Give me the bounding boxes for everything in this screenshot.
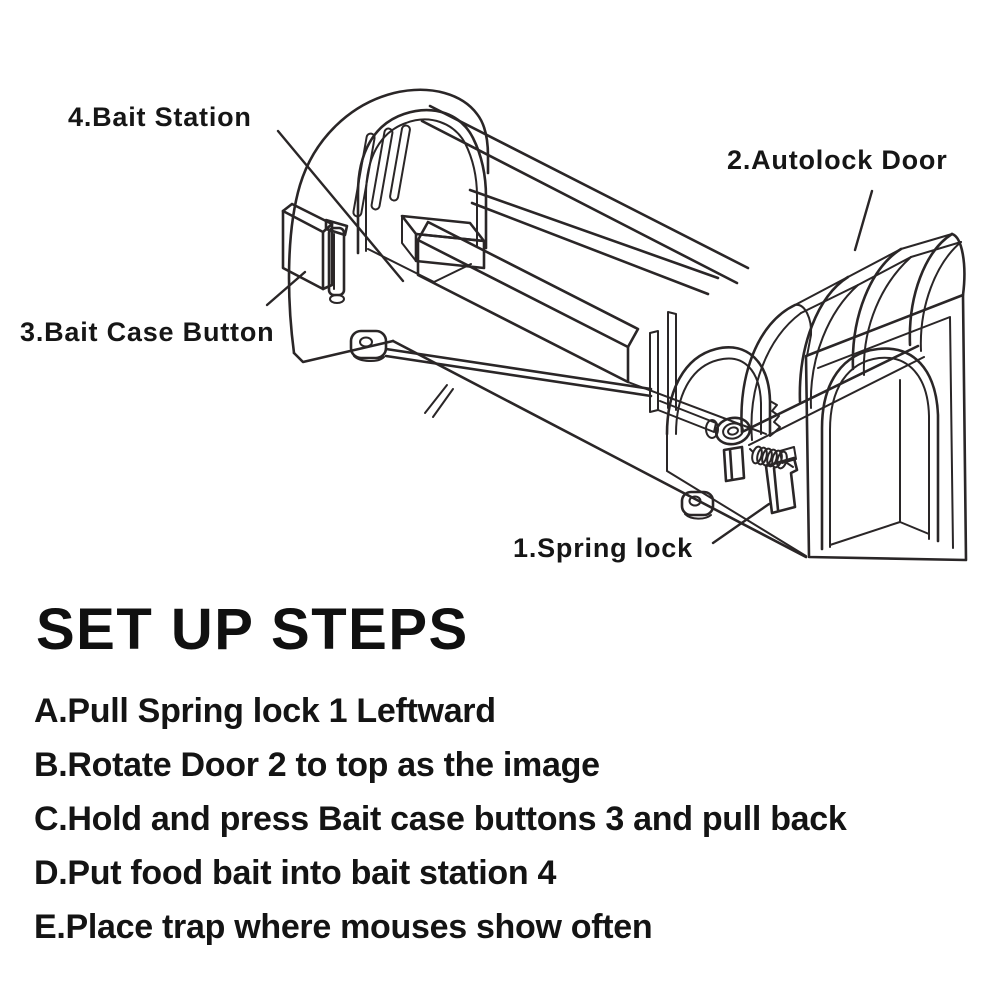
setup-heading: SET UP STEPS [36,597,469,662]
setup-step-c: C.Hold and press Bait case buttons 3 and pull back [34,800,847,838]
setup-step-d: D.Put food bait into bait station 4 [34,854,557,892]
leader-line-spring-lock [713,504,769,543]
spring-roller-hub [727,427,738,436]
bait-station-box-front [416,234,484,268]
seesaw-ramp-top [418,222,638,347]
pivot-post-front [650,331,658,412]
cover-front-frame [818,317,953,548]
bait-station-box-edge [402,216,416,261]
runway-rail-upper [386,349,651,389]
label-bait-station: 4.Bait Station [68,102,252,132]
anchor-mount-left-hole [360,338,372,347]
bait-case-side [323,224,332,289]
label-spring-lock: 1.Spring lock [513,533,693,563]
lock-pendant [724,447,744,481]
runway-rail-lower [386,356,651,396]
floor-diagonal-edge [393,341,806,557]
label-bait-case-button: 3.Bait Case Button [20,317,275,347]
roof-rib-2-inner [811,285,858,408]
seesaw-ramp-front [418,240,628,382]
seesaw-support-legs [425,385,453,417]
runway-assembly [351,222,766,434]
leader-line-autolock-door [855,191,872,250]
label-autolock-door: 2.Autolock Door [727,145,948,175]
door-arch-inner [830,358,929,547]
roof-ridge-line-lower [422,121,737,283]
setup-step-a: A.Pull Spring lock 1 Leftward [34,692,496,730]
leader-line-bait-case-button [267,272,305,305]
door-interior-edges [830,380,929,545]
setup-step-e: E.Place trap where mouses show often [34,908,653,946]
roof-rib-1-inner [751,313,801,440]
setup-steps-list [34,684,847,954]
setup-step-b: B.Rotate Door 2 to top as the image [34,746,600,784]
roof-rib-4-inner [921,242,961,351]
